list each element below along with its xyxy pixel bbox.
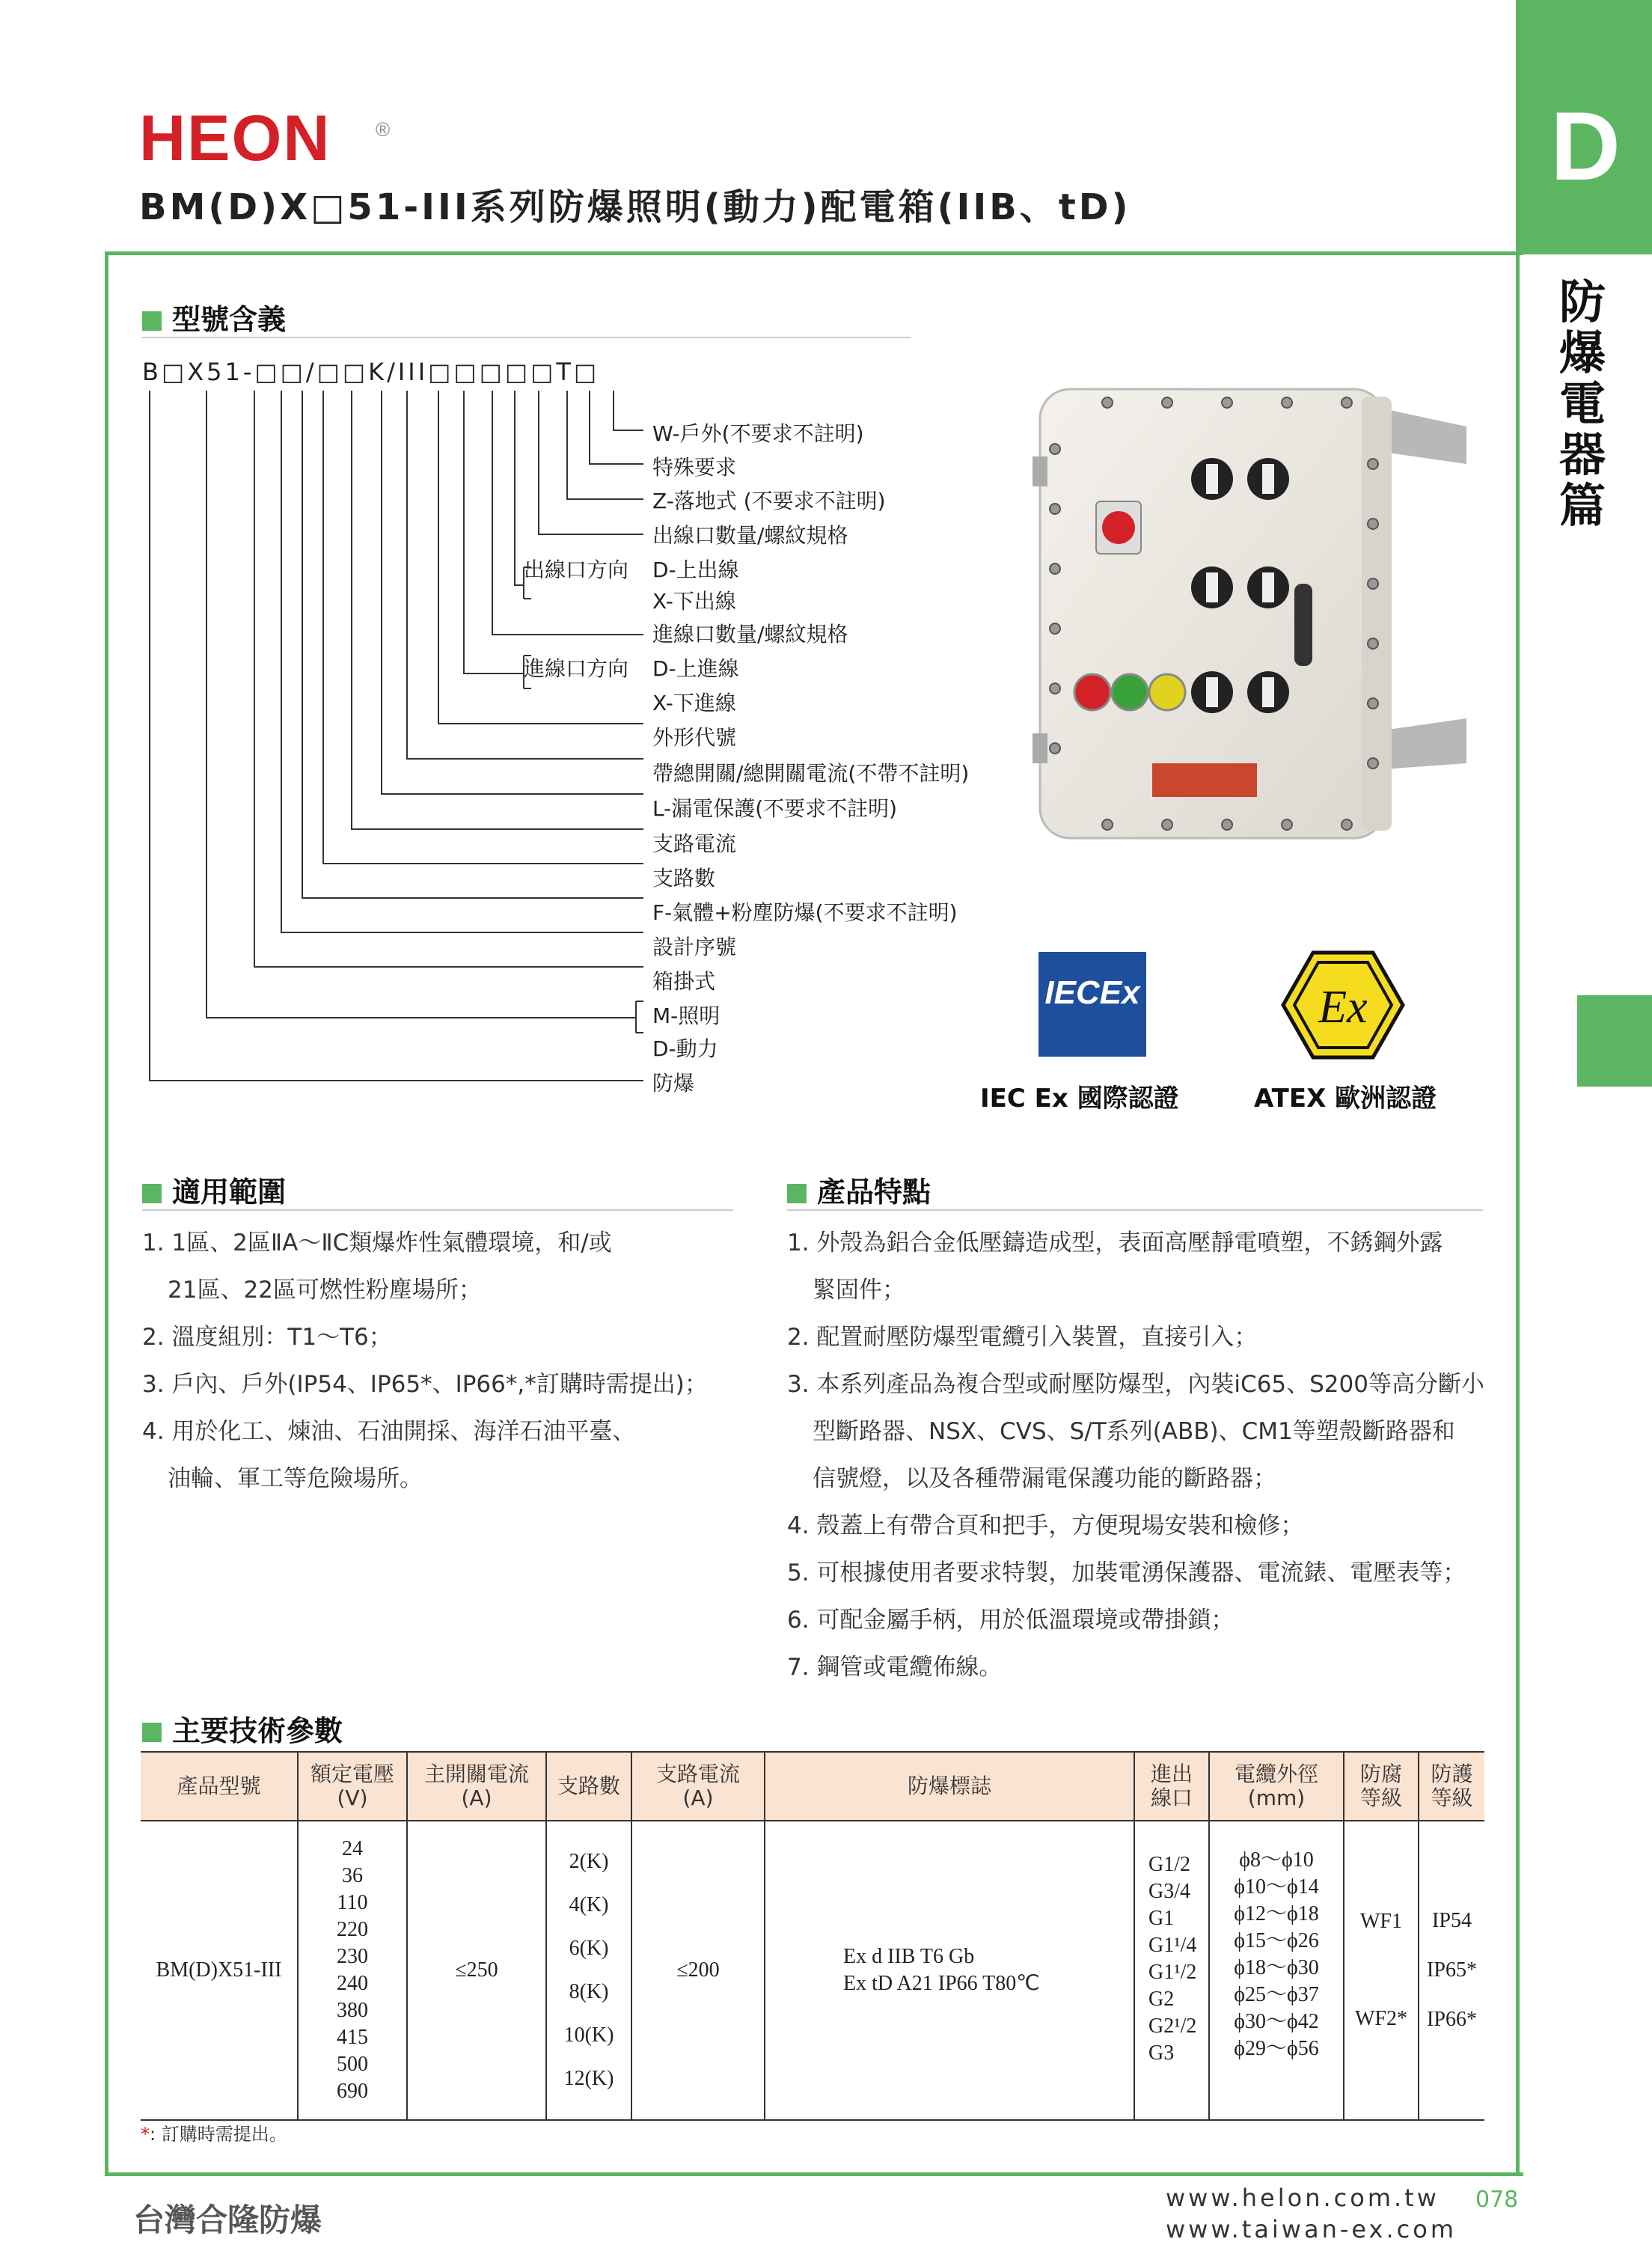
feature-line: 信號燈，以及各種帶漏電保護功能的斷路器； [813,1465,1276,1492]
model-label: D-上進線 [652,656,739,681]
feature-line: 4. 殼蓋上有帶合頁和把手，方便現場安裝和檢修； [787,1512,1304,1539]
scope-item: 1. 1區、2區ⅡA～ⅡC類爆炸性氣體環境，和/或 [142,1230,612,1256]
model-label: 箱掛式 [652,969,716,994]
model-label: 外形代號 [652,725,737,750]
scope-item-cont: 油輪、軍工等危險場所。 [168,1465,423,1492]
page-number: 078 [1475,2187,1519,2213]
iecex-logo-text: IECEx [1044,974,1140,1011]
registered-mark: ® [376,118,392,141]
feature-line: 6. 可配金屬手柄，用於低溫環境或帶掛鎖； [787,1607,1235,1634]
feature-line: 緊固件； [813,1277,905,1304]
feature-line: 7. 鋼管或電纜佈線。 [787,1654,1003,1681]
model-label: M-照明 [652,1004,721,1028]
model-label: L-漏電保護(不要求不註明) [652,796,898,821]
distribution-box-image [1032,382,1481,846]
page-title: BM(D)X□51-III系列防爆照明(動力)配電箱(IIB、tD) [139,186,1131,228]
atex-logo [1279,949,1407,1061]
bullet-square-icon [142,1723,162,1742]
footer-url-taiwan-ex[interactable]: www.taiwan-ex.com [1166,2215,1457,2244]
cell-main-current: ≤250 [407,1821,546,2120]
model-label: F-氣體+粉塵防爆(不要求不註明) [652,900,958,925]
heon-logo [139,103,392,174]
header-protection: 防護 等級 [1419,1752,1484,1821]
logo-text: HEON [139,103,331,174]
scope-item: 4. 用於化工、煉油、石油開採、海洋石油平臺、 [142,1418,636,1445]
feature-line: 5. 可根據使用者要求特製，加裝電湧保護器、電流錶、電壓表等； [787,1560,1466,1586]
model-label: D-上出線 [652,558,739,582]
cell-model: BM(D)X51-III [141,1821,298,2120]
model-label: 支路電流 [652,831,737,856]
model-label: 特殊要求 [652,455,737,480]
feature-line: 2. 配置耐壓防爆型電纜引入裝置，直接引入； [787,1324,1258,1351]
feature-line: 型斷路器、NSX、CVS、S/T系列(ABB)、CM1等塑殼斷路器和 [813,1418,1455,1445]
model-label: W-戶外(不要求不註明) [652,421,864,446]
feature-line: 1. 外殼為鋁合金低壓鑄造成型，表面高壓靜電噴塑，不銹鋼外露 [787,1230,1443,1256]
model-label: 支路數 [652,866,716,891]
scope-list [142,1220,756,1503]
scope-item: 2. 溫度組別：T1～T6； [142,1324,392,1351]
header-main-current: 主開關電流 (A) [407,1752,546,1821]
header-marking: 防爆標誌 [765,1752,1134,1821]
bullet-square-icon [787,1184,807,1203]
cell-anticorrosion: WF1 WF2* [1344,1821,1419,2120]
model-label: 設計序號 [652,935,737,959]
scope-item-cont: 21區、22區可燃性粉塵場所； [168,1277,482,1304]
outlet-direction-label: 出線口方向 [524,558,629,582]
feature-line: 3. 本系列產品為複合型或耐壓防爆型，內裝iC65、S200等高分斷小 [787,1371,1484,1398]
header-entry: 進出 線口 [1134,1752,1209,1821]
cell-protection: IP54 IP65* IP66* [1419,1821,1484,2120]
heading-rule [142,337,911,338]
model-label: D-動力 [652,1036,718,1061]
cell-marking: Ex d IIB T6 Gb Ex tD A21 IP66 T80℃ [765,1821,1134,2120]
model-label: X-下出線 [652,589,736,614]
cell-cables: ϕ8～ϕ10 ϕ10～ϕ14 ϕ12～ϕ18 ϕ15～ϕ26 ϕ18～ϕ30 ϕ25～ϕ37 ϕ30～ϕ42 ϕ29～ϕ56 [1209,1821,1344,2120]
header-branches: 支路數 [546,1752,631,1821]
header-model: 產品型號 [141,1752,298,1821]
features-heading: 產品特點 [787,1169,931,1210]
model-label: X-下進線 [652,691,736,715]
cell-branch-current: ≤200 [631,1821,765,2120]
cell-voltages: 24 36 110 220 230 240 380 415 500 690 [298,1821,407,2120]
model-label: 帶總開關/總開關電流(不帶不註明) [652,761,970,786]
section-title-vertical: 防爆電器篇 [1558,275,1606,533]
table-footnote: *: 訂購時需提出。 [141,2124,287,2145]
params-heading: 主要技術參數 [142,1708,343,1749]
features-list [787,1220,1513,1691]
table-row [141,1821,1484,2120]
header-branch-current: 支路電流 (A) [631,1752,765,1821]
header-cable: 電纜外徑 (mm) [1209,1752,1344,1821]
heading-rule [142,1209,733,1211]
section-letter: D [1550,91,1621,201]
iec-caption: IEC Ex 國際認證 [980,1084,1179,1114]
header-anticorrosion: 防腐 等級 [1344,1752,1419,1821]
section-tab [1519,0,1652,254]
spec-table [141,1751,1484,2121]
model-label: Z-落地式 (不要求不註明) [652,489,886,513]
model-code: B□X51-□□/□□K/III□□□□□T□ [142,358,600,386]
table-header-row [141,1752,1484,1821]
iecex-logo [1038,952,1146,1057]
model-label: 防爆 [652,1071,695,1096]
bullet-square-icon [142,1184,162,1203]
scope-heading: 適用範圍 [142,1169,286,1210]
footer-company: 台灣合隆防爆 [133,2202,322,2238]
cell-entries: G1/2 G3/4 G1 G1¹/4 G1¹/2 G2 G2¹/2 G3 [1134,1821,1209,2120]
model-label: 出線口數量/螺紋規格 [652,523,848,548]
atex-caption: ATEX 歐洲認證 [1254,1084,1437,1114]
side-tab-marker [1577,995,1652,1087]
cell-branches: 2(K) 4(K) 6(K) 8(K) 10(K) 12(K) [546,1821,631,2120]
bullet-square-icon [142,311,162,331]
footer-url-helon[interactable]: www.helon.com.tw [1166,2184,1440,2212]
model-label: 進線口數量/螺紋規格 [652,622,848,647]
heading-rule [787,1209,1483,1211]
atex-logo-text: Ex [1318,982,1368,1033]
header-voltage: 額定電壓 (V) [298,1752,407,1821]
model-code-tree-diagram [135,374,658,1093]
inlet-direction-label: 進線口方向 [524,656,629,681]
model-heading: 型號含義 [142,296,286,337]
scope-item: 3. 戶內、戶外(IP54、IP65*、IP66*,*訂購時需提出)； [142,1371,708,1398]
